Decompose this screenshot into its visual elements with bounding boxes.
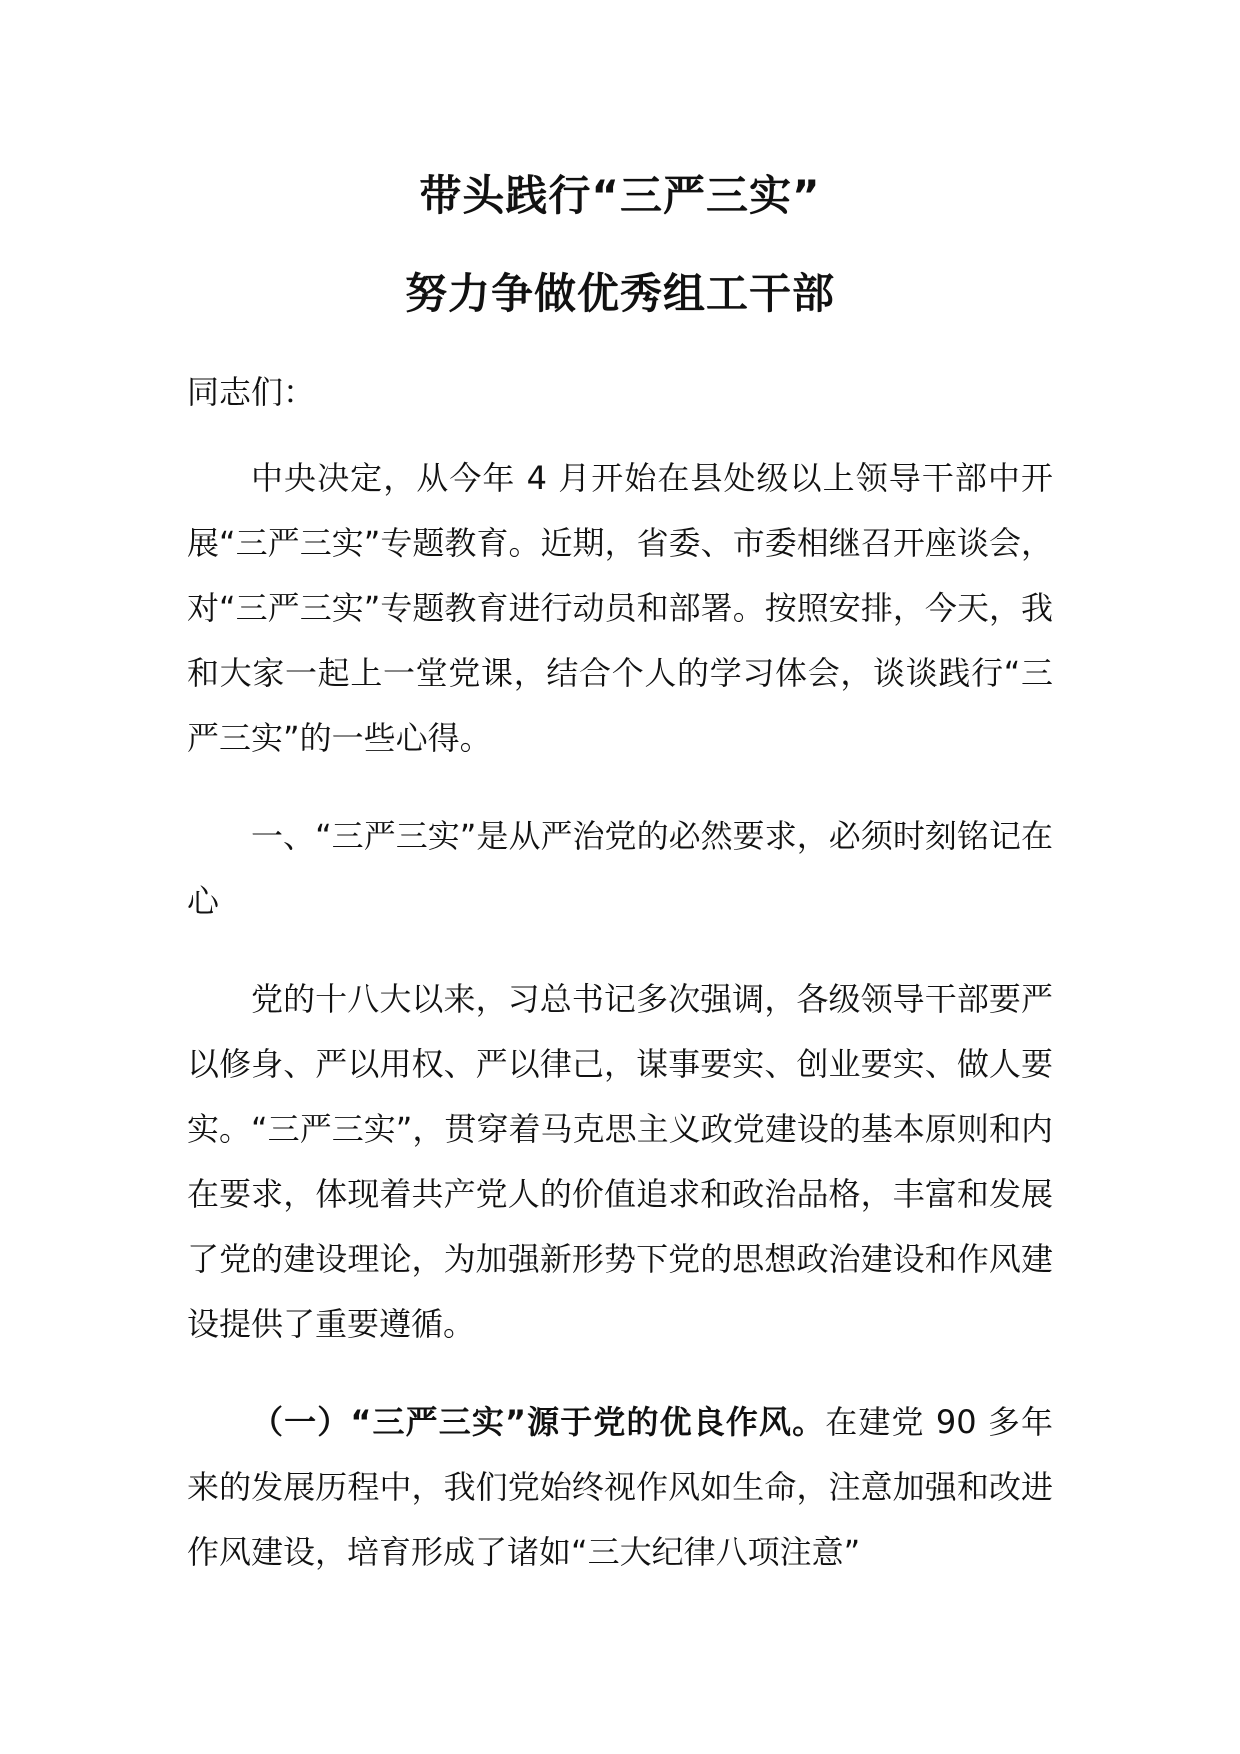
section-heading-1: 一、“三严三实”是从严治党的必然要求，必须时刻铭记在心	[187, 817, 1053, 920]
paragraph-subsection-1	[187, 1390, 1053, 1585]
paragraph-intro: 中央决定，从今年 4 月开始在县处级以上领导干部中开展“三严三实”专题教育。近期，省委、市委相继召开座谈会，对“三严三实”专题教育进行动员和部署。按照安排，今天，我和大家一起上一堂党课，结合个人的学习体会，谈谈践行“三严三实”的一些心得。	[187, 459, 1053, 757]
salutation: 同志们：	[187, 373, 316, 411]
document-title-line-1: 带头践行“三严三实”	[419, 171, 821, 220]
subsection-text: 在建党 90 多年来的发展历程中，我们党始终视作风如生命，注意加强和改进作风建设，培育形成了诸如“三大纪律八项注意”	[187, 1403, 1053, 1571]
document-title-line-2: 努力争做优秀组工干部	[404, 269, 835, 318]
paragraph-three-stricts: 党的十八大以来，习总书记多次强调，各级领导干部要严以修身、严以用权、严以律己，谋事要实、创业要实、做人要实。“三严三实”，贯穿着马克思主义政党建设的基本原则和内在要求，体现着共产党人的价值追求和政治品格，丰富和发展了党的建设理论，为加强新形势下党的思想政治建设和作风建设提供了重要遵循。	[187, 980, 1053, 1343]
subsection-lead: （一）“三严三实”源于党的优良作风。	[251, 1403, 826, 1441]
